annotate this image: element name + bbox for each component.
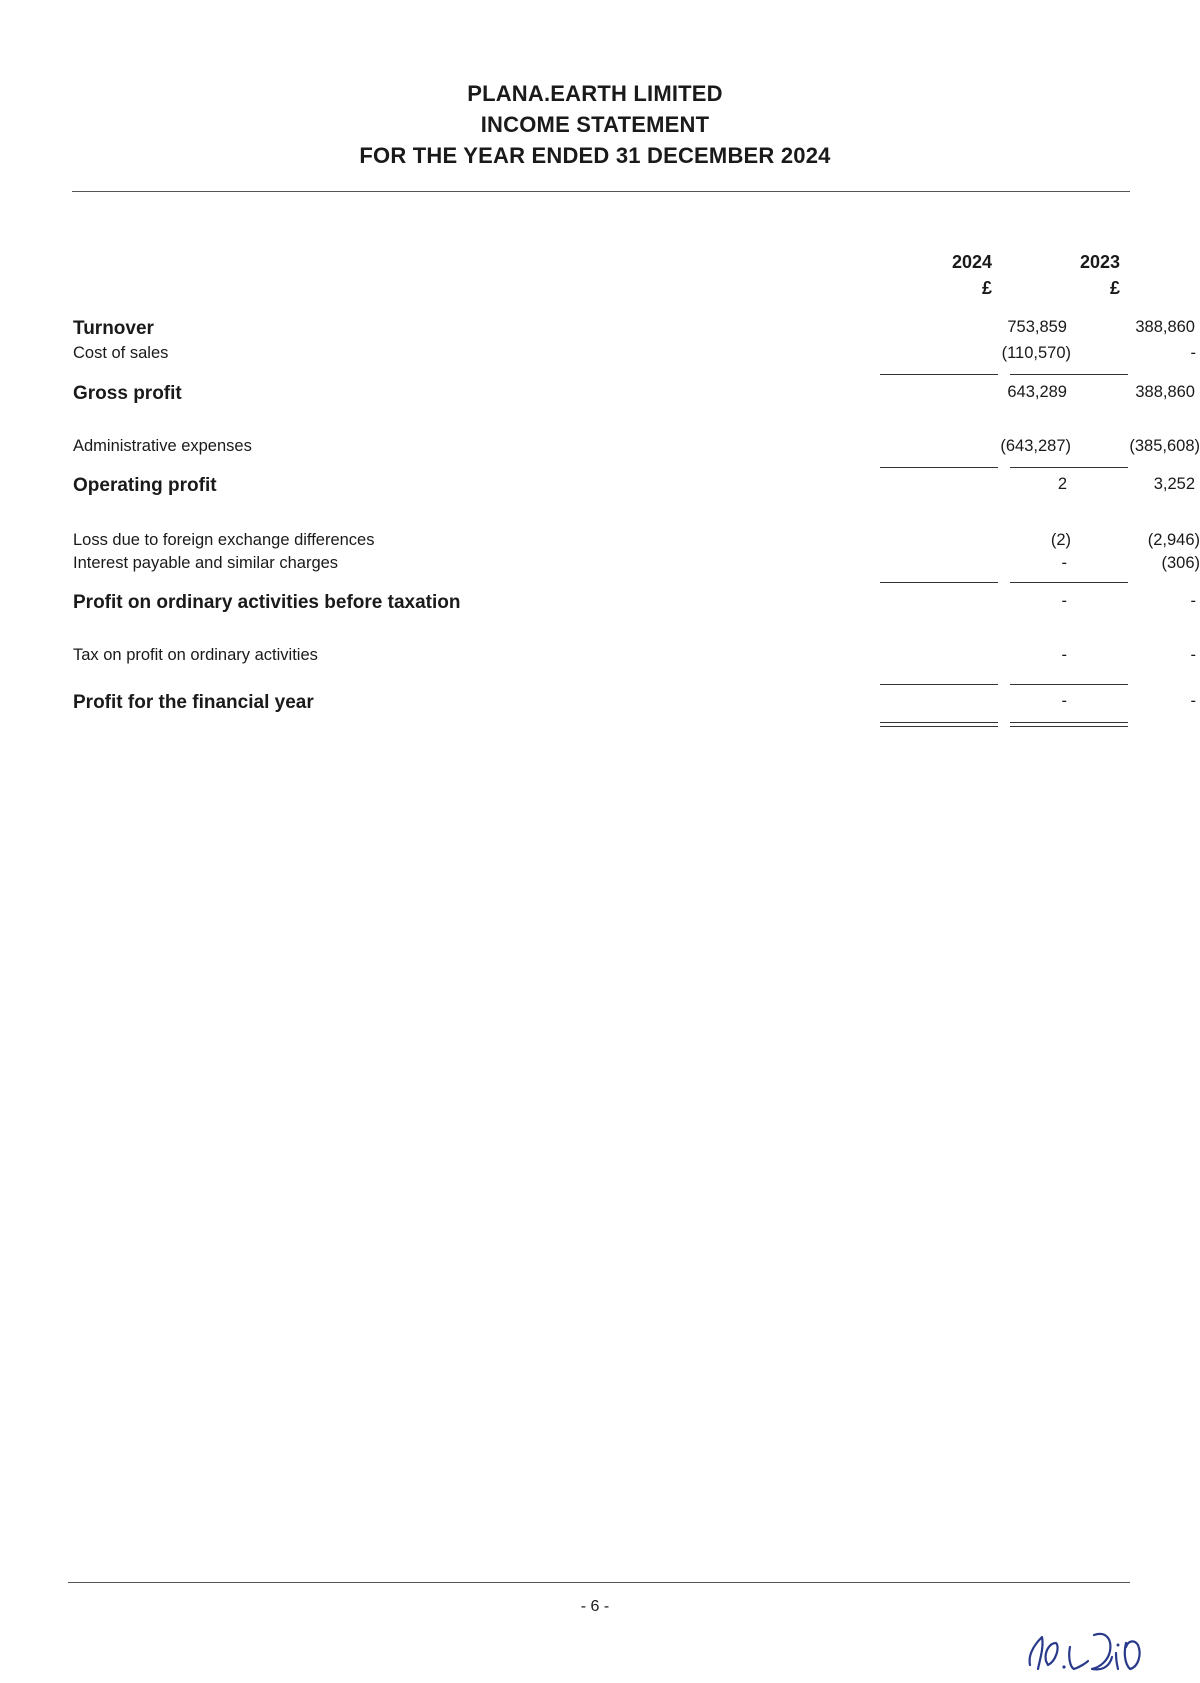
subtotal-rule-2023 [1010,582,1128,583]
row-gross-profit [73,383,1195,407]
header-divider [72,191,1130,192]
row-profit-before-tax [73,592,1196,616]
value-2024: (643,287) [1000,437,1071,455]
row-label: Operating profit [73,475,217,496]
footer-divider [68,1582,1130,1583]
value-2024: - [1061,592,1067,610]
handwritten-signature [1020,1617,1150,1677]
statement-title: INCOME STATEMENT [480,112,710,137]
row-operating-profit [73,475,1195,499]
value-2024: (110,570) [1001,344,1071,362]
value-2023: - [1190,592,1196,610]
value-2023: 3,252 [1153,475,1195,493]
value-2023: - [1190,646,1196,664]
row-label: Profit on ordinary activities before taxation [73,592,461,613]
value-2023: 388,860 [1135,383,1195,401]
subtotal-rule-2024 [880,374,998,375]
subtotal-rule-2024 [880,684,998,685]
value-2023: 388,860 [1135,318,1195,336]
company-name: PLANA.EARTH LIMITED [467,81,723,106]
value-2024: - [1061,646,1067,664]
column-currency-2023: £ [1109,278,1120,298]
row-label: Administrative expenses [73,437,252,455]
row-profit-for-year [73,692,1196,716]
row-foreign-exchange-loss [73,531,1200,555]
value-2024: (2) [1050,531,1071,549]
row-label: Profit for the financial year [73,692,314,713]
subtotal-rule-2023 [1010,467,1128,468]
value-2024: 753,859 [1007,318,1067,336]
row-label: Gross profit [73,383,182,404]
value-2024: - [1061,692,1067,710]
total-double-rule-2024 [880,722,998,727]
row-label: Tax on profit on ordinary activities [73,646,318,664]
row-cost-of-sales [73,344,1196,368]
page-number: - 6 - [580,1598,610,1615]
subtotal-rule-2024 [880,467,998,468]
value-2024: - [1061,554,1067,572]
row-turnover [73,318,1195,342]
row-administrative-expenses [73,437,1200,461]
value-2023: - [1190,344,1196,362]
subtotal-rule-2023 [1010,684,1128,685]
statement-period: FOR THE YEAR ENDED 31 DECEMBER 2024 [359,143,831,168]
row-label: Interest payable and similar charges [73,554,339,572]
statement-header [0,78,1190,171]
row-label: Cost of sales [73,344,169,362]
column-year-2023: 2023 [1079,252,1120,272]
column-year-2024: 2024 [951,252,992,272]
total-double-rule-2023 [1010,722,1128,727]
subtotal-rule-2023 [1010,374,1128,375]
value-2023: (385,608) [1129,437,1200,455]
value-2024: 643,289 [1007,383,1067,401]
column-currency-2024: £ [981,278,992,298]
row-interest-payable [73,554,1200,578]
subtotal-rule-2024 [880,582,998,583]
row-tax-on-profit [73,646,1196,670]
row-label: Turnover [73,318,154,339]
value-2024: 2 [1057,475,1067,493]
value-2023: - [1190,692,1196,710]
row-label: Loss due to foreign exchange differences [73,531,375,549]
value-2023: (306) [1161,554,1200,572]
value-2023: (2,946) [1147,531,1200,549]
